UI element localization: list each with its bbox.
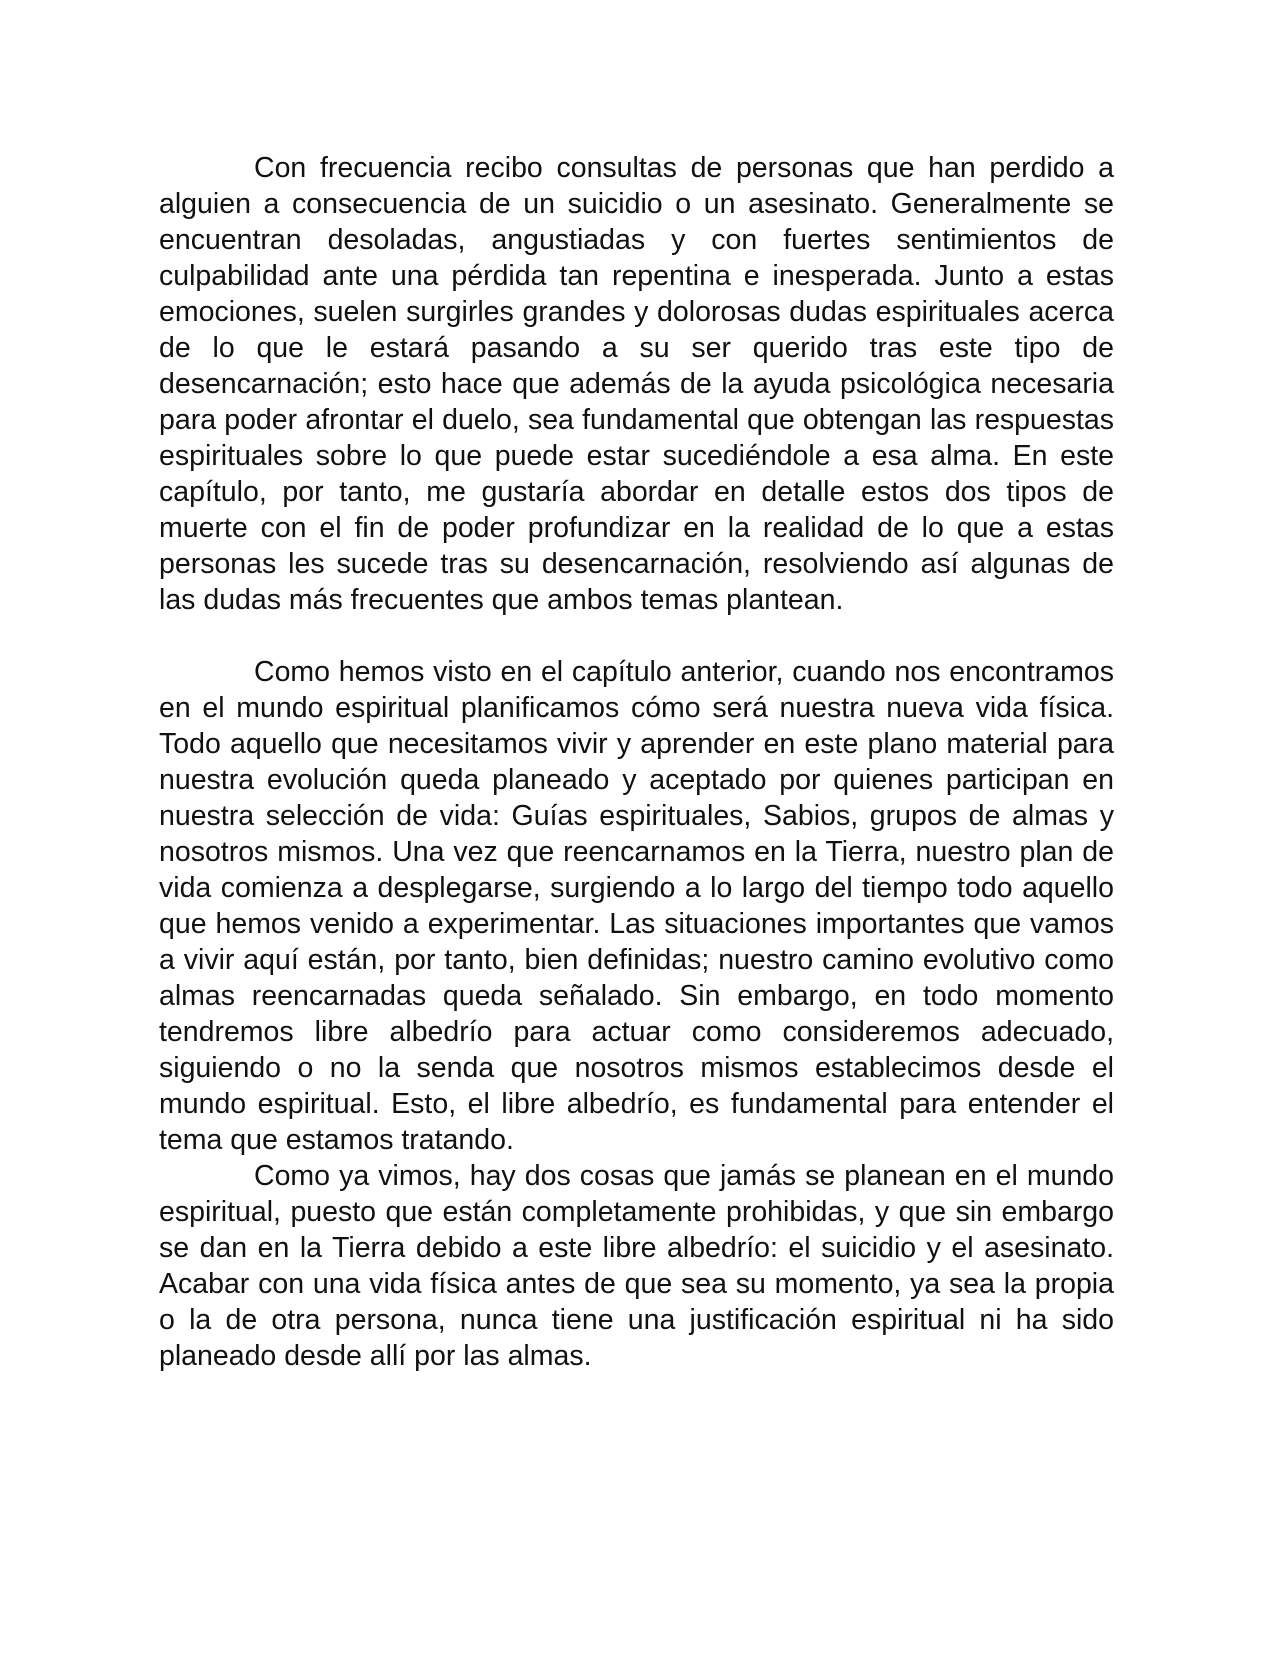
paragraph-spiritual-planning: Como hemos visto en el capítulo anterior, cuando nos encontramos en el mundo espiritual planificamos cómo será nuestra nueva vida física. Todo aquello que necesitamos vivir y aprender en este plano material para nuestra evolución queda planeado y aceptado por quienes participan en nuestra selección de vida: Guías espirituales, Sabios, grupos de almas y nosotros mismos. Una vez que reencarnamos en la Tierra, nuestro plan de vida comienza a desplegarse, surgiendo a lo largo del tiempo todo aquello que hemos venido a experimentar. Las situaciones importantes que vamos a vivir aquí están, por tanto, bien definidas; nuestro camino evolutivo como almas reencarnadas queda señalado. Sin embargo, en todo momento tendremos libre albedrío para actuar como consideremos adecuado, siguiendo o no la senda que nosotros mismos establecimos desde el mundo espiritual. Esto, el libre albedrío, es fundamental para entender el tema que estamos tratando. — [159, 656, 1114, 1156]
paragraph-suicide-murder: Como ya vimos, hay dos cosas que jamás se planean en el mundo espiritual, puesto que están completamente prohibidas, y que sin embargo se dan en la Tierra debido a este libre albedrío: el suicidio y el asesinato. Acabar con una vida física antes de que sea su momento, ya sea la propia o la de otra persona, nunca tiene una justificación espiritual ni ha sido planeado desde allí por las almas. — [159, 1160, 1114, 1372]
body-text — [159, 150, 1114, 1374]
paragraph-intro: Con frecuencia recibo consultas de personas que han perdido a alguien a consecuencia de un suicidio o un asesinato. Generalmente se encuentran desoladas, angustiadas y con fuertes sentimientos de culpabilidad ante una pérdida tan repentina e inesperada. Junto a estas emociones, suelen surgirles grandes y dolorosas dudas espirituales acerca de lo que le estará pasando a su ser querido tras este tipo de desencarnación; esto hace que además de la ayuda psicológica necesaria para poder afrontar el duelo, sea fundamental que obtengan las respuestas espirituales sobre lo que puede estar sucediéndole a esa alma. En este capítulo, por tanto, me gustaría abordar en detalle estos dos tipos de muerte con el fin de poder profundizar en la realidad de lo que a estas personas les sucede tras su desencarnación, resolviendo así algunas de las dudas más frecuentes que ambos temas plantean. — [159, 152, 1114, 616]
